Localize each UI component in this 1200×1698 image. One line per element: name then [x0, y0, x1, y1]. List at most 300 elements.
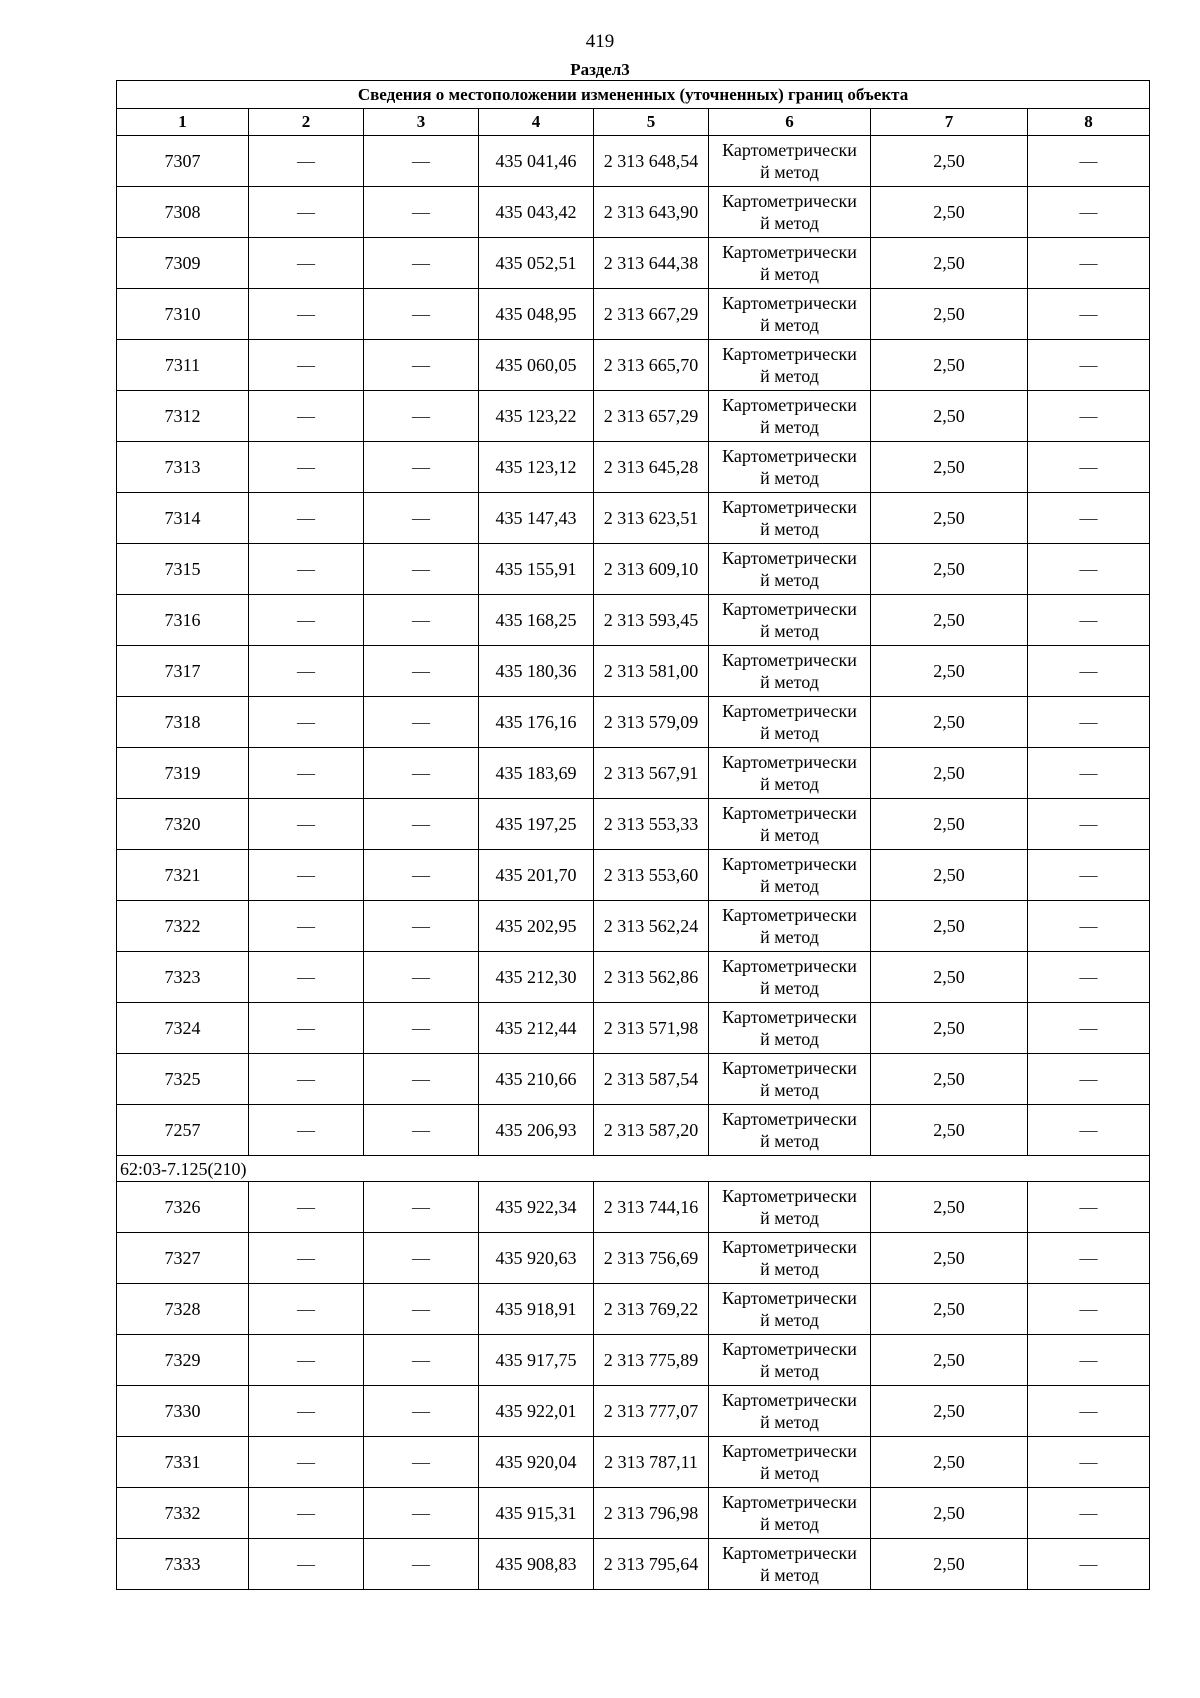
y-coordinate-cell: 2 313 643,90: [594, 187, 709, 238]
dash-cell: —: [1028, 595, 1150, 646]
dash-cell: —: [1028, 748, 1150, 799]
x-coordinate-cell: 435 922,01: [479, 1386, 594, 1437]
table-row: [117, 1386, 1150, 1437]
dash-cell: —: [1028, 646, 1150, 697]
point-id-cell: 7333: [117, 1539, 249, 1590]
y-coordinate-cell: 2 313 579,09: [594, 697, 709, 748]
point-id-cell: 7316: [117, 595, 249, 646]
dash-cell: —: [1028, 1233, 1150, 1284]
y-coordinate-cell: 2 313 593,45: [594, 595, 709, 646]
dash-cell: —: [364, 1437, 479, 1488]
dash-cell: —: [364, 442, 479, 493]
method-line: Картометрически: [722, 599, 857, 619]
table-row: [117, 748, 1150, 799]
method-line: й метод: [760, 621, 819, 641]
x-coordinate-cell: 435 915,31: [479, 1488, 594, 1539]
method-line: й метод: [760, 417, 819, 437]
method-cell: [709, 1539, 871, 1590]
dash-cell: —: [249, 544, 364, 595]
method-line: Картометрически: [722, 1186, 857, 1206]
accuracy-cell: 2,50: [871, 442, 1028, 493]
boundary-points-table: [116, 80, 1150, 1590]
dash-cell: —: [1028, 697, 1150, 748]
point-id-cell: 7328: [117, 1284, 249, 1335]
table-row: [117, 1054, 1150, 1105]
table-row: [117, 1182, 1150, 1233]
dash-cell: —: [249, 1386, 364, 1437]
method-cell: [709, 1054, 871, 1105]
method-line: Картометрически: [722, 395, 857, 415]
table-body: [117, 81, 1150, 1590]
y-coordinate-cell: 2 313 667,29: [594, 289, 709, 340]
method-line: й метод: [760, 162, 819, 182]
method-line: Картометрически: [722, 905, 857, 925]
dash-cell: —: [249, 697, 364, 748]
dash-cell: —: [249, 646, 364, 697]
dash-cell: —: [1028, 289, 1150, 340]
method-cell: [709, 442, 871, 493]
x-coordinate-cell: 435 206,93: [479, 1105, 594, 1156]
x-coordinate-cell: 435 123,12: [479, 442, 594, 493]
table-row: [117, 544, 1150, 595]
y-coordinate-cell: 2 313 795,64: [594, 1539, 709, 1590]
dash-cell: —: [249, 748, 364, 799]
column-header: 1: [117, 109, 249, 136]
x-coordinate-cell: 435 920,63: [479, 1233, 594, 1284]
dash-cell: —: [249, 1335, 364, 1386]
dash-cell: —: [1028, 1054, 1150, 1105]
dash-cell: —: [364, 1284, 479, 1335]
table-row: [117, 1284, 1150, 1335]
point-id-cell: 7331: [117, 1437, 249, 1488]
method-line: Картометрически: [722, 1543, 857, 1563]
method-line: Картометрически: [722, 548, 857, 568]
dash-cell: —: [1028, 340, 1150, 391]
table-caption-row: [117, 81, 1150, 109]
dash-cell: —: [1028, 952, 1150, 1003]
table-row: [117, 493, 1150, 544]
accuracy-cell: 2,50: [871, 1054, 1028, 1105]
table-row: [117, 697, 1150, 748]
accuracy-cell: 2,50: [871, 1105, 1028, 1156]
table-row: [117, 442, 1150, 493]
method-cell: [709, 748, 871, 799]
method-line: й метод: [760, 825, 819, 845]
method-line: Картометрически: [722, 1058, 857, 1078]
method-line: Картометрически: [722, 803, 857, 823]
point-id-cell: 7330: [117, 1386, 249, 1437]
dash-cell: —: [1028, 187, 1150, 238]
accuracy-cell: 2,50: [871, 1539, 1028, 1590]
accuracy-cell: 2,50: [871, 544, 1028, 595]
point-id-cell: 7322: [117, 901, 249, 952]
method-cell: [709, 901, 871, 952]
method-line: й метод: [760, 1310, 819, 1330]
dash-cell: —: [249, 391, 364, 442]
method-line: Картометрически: [722, 1441, 857, 1461]
table-row: [117, 850, 1150, 901]
dash-cell: —: [249, 238, 364, 289]
column-header: 5: [594, 109, 709, 136]
dash-cell: —: [364, 544, 479, 595]
dash-cell: —: [249, 1539, 364, 1590]
dash-cell: —: [249, 952, 364, 1003]
column-number-row: [117, 109, 1150, 136]
method-line: Картометрически: [722, 701, 857, 721]
x-coordinate-cell: 435 123,22: [479, 391, 594, 442]
accuracy-cell: 2,50: [871, 595, 1028, 646]
dash-cell: —: [1028, 1386, 1150, 1437]
accuracy-cell: 2,50: [871, 1182, 1028, 1233]
method-line: й метод: [760, 1514, 819, 1534]
table-row: [117, 340, 1150, 391]
accuracy-cell: 2,50: [871, 901, 1028, 952]
method-line: й метод: [760, 570, 819, 590]
x-coordinate-cell: 435 917,75: [479, 1335, 594, 1386]
accuracy-cell: 2,50: [871, 1233, 1028, 1284]
table-row: [117, 238, 1150, 289]
dash-cell: —: [364, 136, 479, 187]
method-line: Картометрически: [722, 956, 857, 976]
x-coordinate-cell: 435 048,95: [479, 289, 594, 340]
method-cell: [709, 697, 871, 748]
x-coordinate-cell: 435 922,34: [479, 1182, 594, 1233]
method-line: й метод: [760, 774, 819, 794]
dash-cell: —: [249, 1284, 364, 1335]
method-cell: [709, 1386, 871, 1437]
dash-cell: —: [364, 697, 479, 748]
method-cell: [709, 391, 871, 442]
dash-cell: —: [249, 1105, 364, 1156]
dash-cell: —: [1028, 1284, 1150, 1335]
accuracy-cell: 2,50: [871, 748, 1028, 799]
x-coordinate-cell: 435 180,36: [479, 646, 594, 697]
table-row: [117, 799, 1150, 850]
x-coordinate-cell: 435 060,05: [479, 340, 594, 391]
page-number: 419: [585, 31, 615, 52]
dash-cell: —: [1028, 901, 1150, 952]
dash-cell: —: [249, 1003, 364, 1054]
table-row: [117, 646, 1150, 697]
x-coordinate-cell: 435 052,51: [479, 238, 594, 289]
x-coordinate-cell: 435 210,66: [479, 1054, 594, 1105]
method-cell: [709, 850, 871, 901]
column-header: 8: [1028, 109, 1150, 136]
dash-cell: —: [364, 850, 479, 901]
method-line: Картометрически: [722, 446, 857, 466]
method-line: й метод: [760, 1208, 819, 1228]
y-coordinate-cell: 2 313 657,29: [594, 391, 709, 442]
method-cell: [709, 1182, 871, 1233]
accuracy-cell: 2,50: [871, 1386, 1028, 1437]
method-cell: [709, 136, 871, 187]
dash-cell: —: [1028, 493, 1150, 544]
dash-cell: —: [1028, 136, 1150, 187]
y-coordinate-cell: 2 313 777,07: [594, 1386, 709, 1437]
point-id-cell: 7329: [117, 1335, 249, 1386]
dash-cell: —: [249, 901, 364, 952]
method-line: й метод: [760, 927, 819, 947]
dash-cell: —: [364, 1003, 479, 1054]
point-id-cell: 7321: [117, 850, 249, 901]
y-coordinate-cell: 2 313 623,51: [594, 493, 709, 544]
dash-cell: —: [249, 1054, 364, 1105]
accuracy-cell: 2,50: [871, 1437, 1028, 1488]
table-row: [117, 595, 1150, 646]
method-line: й метод: [760, 366, 819, 386]
method-cell: [709, 340, 871, 391]
accuracy-cell: 2,50: [871, 1335, 1028, 1386]
dash-cell: —: [249, 799, 364, 850]
column-header: 2: [249, 109, 364, 136]
dash-cell: —: [1028, 544, 1150, 595]
method-line: Картометрически: [722, 650, 857, 670]
method-line: й метод: [760, 1361, 819, 1381]
dash-cell: —: [364, 1539, 479, 1590]
dash-cell: —: [249, 1437, 364, 1488]
dash-cell: —: [249, 187, 364, 238]
accuracy-cell: 2,50: [871, 187, 1028, 238]
dash-cell: —: [364, 901, 479, 952]
dash-cell: —: [364, 1335, 479, 1386]
dash-cell: —: [364, 1488, 479, 1539]
method-line: й метод: [760, 723, 819, 743]
dash-cell: —: [249, 493, 364, 544]
method-line: й метод: [760, 1080, 819, 1100]
table-row: [117, 1488, 1150, 1539]
dash-cell: —: [364, 1054, 479, 1105]
method-line: Картометрически: [722, 854, 857, 874]
method-line: й метод: [760, 1412, 819, 1432]
point-id-cell: 7319: [117, 748, 249, 799]
group-label: 62:03-7.125(210): [117, 1156, 1150, 1182]
method-line: й метод: [760, 672, 819, 692]
y-coordinate-cell: 2 313 644,38: [594, 238, 709, 289]
method-cell: [709, 799, 871, 850]
dash-cell: —: [1028, 1003, 1150, 1054]
y-coordinate-cell: 2 313 787,11: [594, 1437, 709, 1488]
y-coordinate-cell: 2 313 648,54: [594, 136, 709, 187]
dash-cell: —: [364, 289, 479, 340]
y-coordinate-cell: 2 313 562,24: [594, 901, 709, 952]
dash-cell: —: [364, 748, 479, 799]
accuracy-cell: 2,50: [871, 850, 1028, 901]
method-line: й метод: [760, 1259, 819, 1279]
dash-cell: —: [249, 442, 364, 493]
y-coordinate-cell: 2 313 553,33: [594, 799, 709, 850]
accuracy-cell: 2,50: [871, 952, 1028, 1003]
dash-cell: —: [364, 238, 479, 289]
y-coordinate-cell: 2 313 645,28: [594, 442, 709, 493]
method-cell: [709, 952, 871, 1003]
point-id-cell: 7309: [117, 238, 249, 289]
x-coordinate-cell: 435 041,46: [479, 136, 594, 187]
method-line: Картометрически: [722, 1288, 857, 1308]
method-line: Картометрически: [722, 344, 857, 364]
point-id-cell: 7324: [117, 1003, 249, 1054]
accuracy-cell: 2,50: [871, 1488, 1028, 1539]
accuracy-cell: 2,50: [871, 136, 1028, 187]
y-coordinate-cell: 2 313 571,98: [594, 1003, 709, 1054]
y-coordinate-cell: 2 313 581,00: [594, 646, 709, 697]
accuracy-cell: 2,50: [871, 493, 1028, 544]
dash-cell: —: [364, 187, 479, 238]
table-row: [117, 391, 1150, 442]
table-row: [117, 136, 1150, 187]
column-header: 3: [364, 109, 479, 136]
point-id-cell: 7313: [117, 442, 249, 493]
point-id-cell: 7327: [117, 1233, 249, 1284]
method-cell: [709, 1003, 871, 1054]
group-row: [117, 1156, 1150, 1182]
dash-cell: —: [364, 391, 479, 442]
dash-cell: —: [1028, 442, 1150, 493]
y-coordinate-cell: 2 313 562,86: [594, 952, 709, 1003]
method-line: й метод: [760, 1463, 819, 1483]
table-row: [117, 187, 1150, 238]
table-row: [117, 1539, 1150, 1590]
accuracy-cell: 2,50: [871, 697, 1028, 748]
method-cell: [709, 1233, 871, 1284]
point-id-cell: 7332: [117, 1488, 249, 1539]
method-line: й метод: [760, 1131, 819, 1151]
table-row: [117, 1335, 1150, 1386]
table-row: [117, 289, 1150, 340]
method-line: Картометрически: [722, 1007, 857, 1027]
dash-cell: —: [364, 1233, 479, 1284]
x-coordinate-cell: 435 043,42: [479, 187, 594, 238]
x-coordinate-cell: 435 920,04: [479, 1437, 594, 1488]
dash-cell: —: [1028, 391, 1150, 442]
method-line: й метод: [760, 468, 819, 488]
method-line: й метод: [760, 519, 819, 539]
y-coordinate-cell: 2 313 775,89: [594, 1335, 709, 1386]
method-line: й метод: [760, 1565, 819, 1585]
y-coordinate-cell: 2 313 553,60: [594, 850, 709, 901]
dash-cell: —: [364, 595, 479, 646]
point-id-cell: 7308: [117, 187, 249, 238]
point-id-cell: 7318: [117, 697, 249, 748]
table-row: [117, 952, 1150, 1003]
point-id-cell: 7320: [117, 799, 249, 850]
dash-cell: —: [249, 595, 364, 646]
x-coordinate-cell: 435 183,69: [479, 748, 594, 799]
point-id-cell: 7323: [117, 952, 249, 1003]
method-line: Картометрически: [722, 293, 857, 313]
x-coordinate-cell: 435 212,44: [479, 1003, 594, 1054]
method-line: Картометрически: [722, 1237, 857, 1257]
method-line: й метод: [760, 1029, 819, 1049]
column-header: 4: [479, 109, 594, 136]
y-coordinate-cell: 2 313 567,91: [594, 748, 709, 799]
dash-cell: —: [364, 1105, 479, 1156]
accuracy-cell: 2,50: [871, 1003, 1028, 1054]
dash-cell: —: [1028, 799, 1150, 850]
x-coordinate-cell: 435 176,16: [479, 697, 594, 748]
x-coordinate-cell: 435 147,43: [479, 493, 594, 544]
x-coordinate-cell: 435 908,83: [479, 1539, 594, 1590]
method-cell: [709, 187, 871, 238]
dash-cell: —: [1028, 1488, 1150, 1539]
accuracy-cell: 2,50: [871, 238, 1028, 289]
point-id-cell: 7307: [117, 136, 249, 187]
method-line: й метод: [760, 315, 819, 335]
dash-cell: —: [249, 1182, 364, 1233]
method-cell: [709, 1284, 871, 1335]
dash-cell: —: [364, 1386, 479, 1437]
dash-cell: —: [364, 1182, 479, 1233]
accuracy-cell: 2,50: [871, 799, 1028, 850]
method-line: й метод: [760, 213, 819, 233]
table-row: [117, 901, 1150, 952]
method-line: Картометрически: [722, 1339, 857, 1359]
y-coordinate-cell: 2 313 609,10: [594, 544, 709, 595]
dash-cell: —: [364, 340, 479, 391]
table-row: [117, 1233, 1150, 1284]
y-coordinate-cell: 2 313 587,20: [594, 1105, 709, 1156]
dash-cell: —: [249, 1233, 364, 1284]
dash-cell: —: [364, 799, 479, 850]
method-cell: [709, 1335, 871, 1386]
method-cell: [709, 1488, 871, 1539]
method-cell: [709, 544, 871, 595]
table-row: [117, 1437, 1150, 1488]
point-id-cell: 7311: [117, 340, 249, 391]
point-id-cell: 7325: [117, 1054, 249, 1105]
dash-cell: —: [1028, 238, 1150, 289]
y-coordinate-cell: 2 313 587,54: [594, 1054, 709, 1105]
y-coordinate-cell: 2 313 744,16: [594, 1182, 709, 1233]
method-line: й метод: [760, 264, 819, 284]
method-cell: [709, 238, 871, 289]
dash-cell: —: [364, 493, 479, 544]
method-line: Картометрически: [722, 1390, 857, 1410]
y-coordinate-cell: 2 313 756,69: [594, 1233, 709, 1284]
point-id-cell: 7312: [117, 391, 249, 442]
method-line: Картометрически: [722, 1492, 857, 1512]
dash-cell: —: [249, 136, 364, 187]
accuracy-cell: 2,50: [871, 391, 1028, 442]
section-label: Раздел3: [570, 60, 630, 79]
table-row: [117, 1003, 1150, 1054]
accuracy-cell: 2,50: [871, 1284, 1028, 1335]
method-cell: [709, 595, 871, 646]
x-coordinate-cell: 435 168,25: [479, 595, 594, 646]
x-coordinate-cell: 435 201,70: [479, 850, 594, 901]
dash-cell: —: [1028, 850, 1150, 901]
dash-cell: —: [1028, 1105, 1150, 1156]
dash-cell: —: [1028, 1182, 1150, 1233]
method-line: й метод: [760, 978, 819, 998]
point-id-cell: 7315: [117, 544, 249, 595]
y-coordinate-cell: 2 313 796,98: [594, 1488, 709, 1539]
point-id-cell: 7317: [117, 646, 249, 697]
method-cell: [709, 289, 871, 340]
method-line: Картометрически: [722, 1109, 857, 1129]
method-line: Картометрически: [722, 497, 857, 517]
dash-cell: —: [249, 850, 364, 901]
x-coordinate-cell: 435 197,25: [479, 799, 594, 850]
method-cell: [709, 646, 871, 697]
y-coordinate-cell: 2 313 769,22: [594, 1284, 709, 1335]
column-header: 7: [871, 109, 1028, 136]
dash-cell: —: [1028, 1539, 1150, 1590]
x-coordinate-cell: 435 212,30: [479, 952, 594, 1003]
method-cell: [709, 1437, 871, 1488]
method-line: Картометрически: [722, 140, 857, 160]
x-coordinate-cell: 435 202,95: [479, 901, 594, 952]
point-id-cell: 7257: [117, 1105, 249, 1156]
